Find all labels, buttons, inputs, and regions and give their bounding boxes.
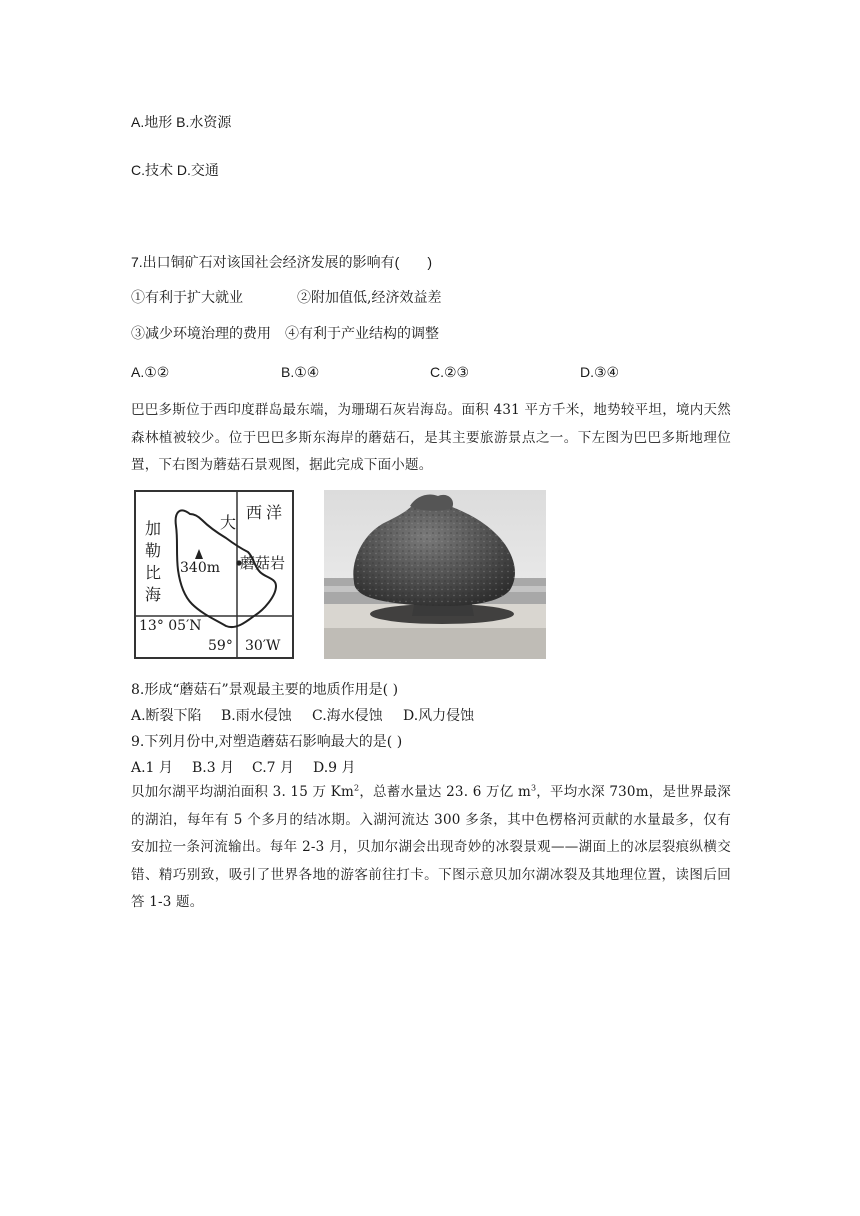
mushroom-rock-photo (324, 490, 546, 659)
barbados-location-map (134, 490, 294, 659)
mushroom-rock-image (324, 490, 546, 659)
q6-options-line1: A.地形 B.水资源 (131, 114, 232, 130)
q9-option-b: B.3 月 (192, 760, 235, 776)
q6-options-line2: C.技术 D.交通 (131, 162, 219, 178)
longitude-degree-label: 59° (208, 638, 233, 654)
q7-stem: 7.出口铜矿石对该国社会经济发展的影响有( ) (131, 254, 432, 270)
elevation-label: 340m (180, 560, 220, 576)
q9-stem: 9.下列月份中,对塑造蘑菇石影响最大的是( ) (131, 734, 403, 750)
q8-option-b: B.雨水侵蚀 (221, 708, 292, 724)
q9-option-d: D.9 月 (313, 760, 356, 776)
q9-option-c: C.7 月 (252, 760, 295, 776)
q7-item-3: ③减少环境治理的费用 (131, 326, 271, 342)
atlantic-label-da: 大 (220, 513, 237, 532)
q8-option-d: D.风力侵蚀 (403, 708, 475, 724)
q7-item-4: ④有利于产业结构的调整 (285, 326, 439, 342)
peak-triangle-icon (195, 549, 203, 559)
q7-item-1: ①有利于扩大就业 (131, 290, 243, 306)
q7-option-d: D.③④ (580, 364, 620, 380)
q8-option-c: C.海水侵蚀 (312, 708, 383, 724)
longitude-minute-label: 30′W (245, 638, 281, 654)
q8-option-a: A.断裂下陷 (131, 708, 202, 724)
baikal-paragraph: 贝加尔湖平均湖泊面积 3. 15 万 Km$^2$，总蓄水量达 23. 6 万亿 $m^3$，平均水深 730m，是世界最深的湖泊，每年有 5 个多月的结冰期。入湖河流达 300 多条，其中色楞格河贡献的水量最多，仅有安加拉一条河流输出。每年 2-3 月，贝加尔湖会出现奇妙的冰裂景观——湖面上的冰层裂痕纵横交错、精巧别致，吸引了世界各地的游客前往打卡。下图示意贝加尔湖冰裂及其地理位置，读图后回答 1-3 题。 (131, 783, 731, 910)
caribbean-sea-label: 加 勒 比 海 (144, 519, 161, 604)
mushroom-rock-label: 蘑菇岩 (240, 554, 286, 572)
q7-item-2: ②附加值低,经济效益差 (297, 290, 442, 306)
atlantic-label-xiyang: 西洋 (246, 503, 287, 522)
latitude-label: 13° 05′N (139, 618, 202, 634)
barbados-intro-paragraph: 巴巴多斯位于西印度群岛最东端，为珊瑚石灰岩海岛。面积 431 平方千米，地势较平坦，境内天然森林植被较少。位于巴巴多斯东海岸的蘑菇石，是其主要旅游景点之一。下左图为巴巴多斯地理位置，下右图为蘑菇石景观图，据此完成下面小题。 (131, 402, 731, 473)
q7-option-b: B.①④ (281, 364, 320, 380)
q7-option-c: C.②③ (430, 364, 470, 380)
q8-stem: 8.形成“蘑菇石”景观最主要的地质作用是( ) (131, 682, 399, 698)
q7-option-a: A.①② (131, 364, 170, 380)
q9-option-a: A.1 月 (131, 760, 173, 776)
